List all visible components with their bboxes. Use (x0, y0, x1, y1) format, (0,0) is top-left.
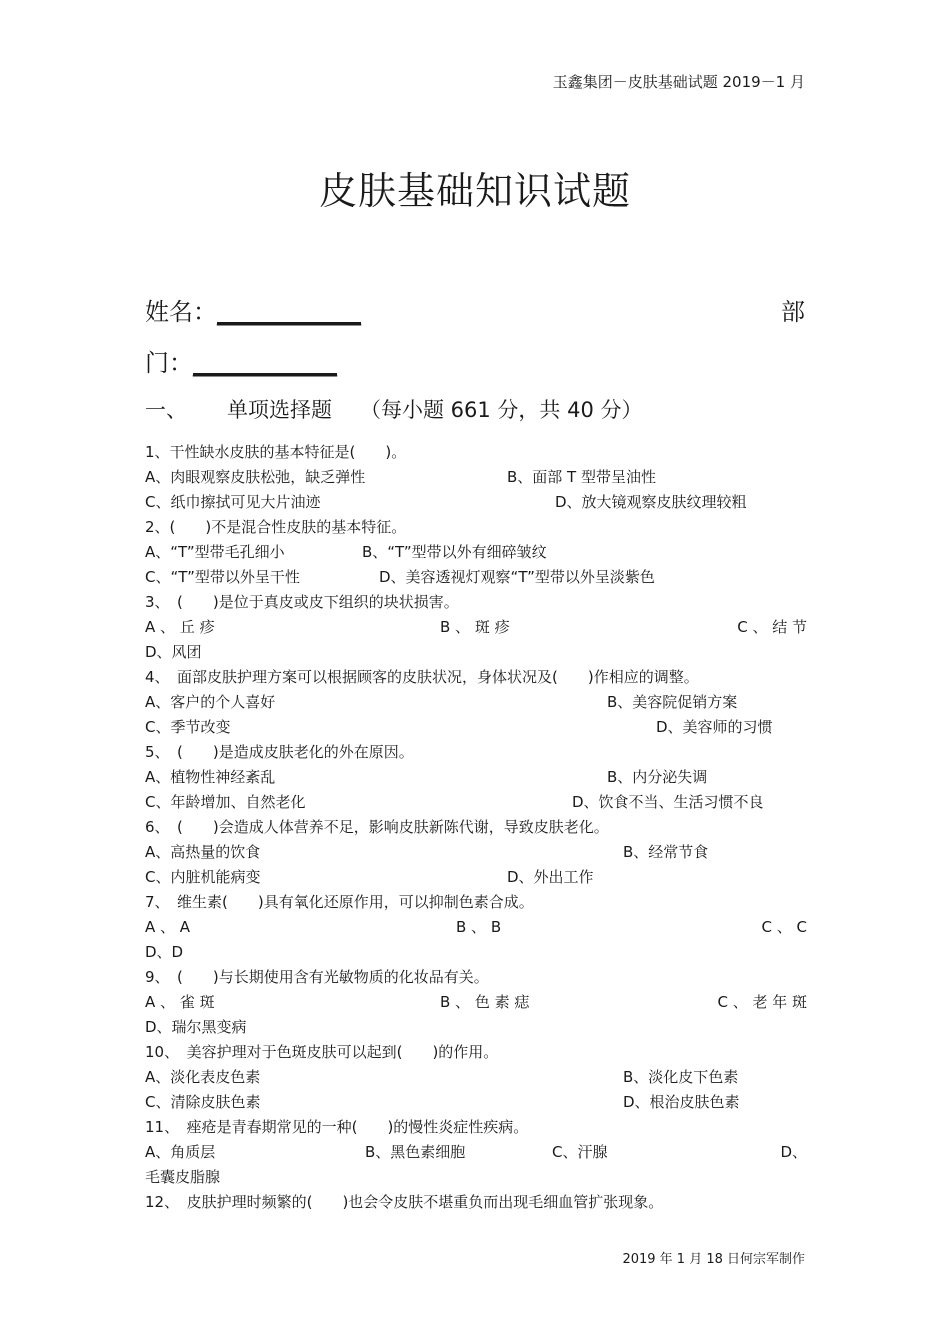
option-d: D、饮食不当、生活习惯不良 (572, 793, 764, 811)
option-d: D、放大镜观察皮肤纹理较粗 (555, 493, 747, 511)
question-text: 2、( )不是混合性皮肤的基本特征。 (145, 518, 407, 536)
question-text: 4、 面部皮肤护理方案可以根据顾客的皮肤状况，身体状况及( )作相应的调整。 (145, 668, 699, 686)
page-header: 玉鑫集团－皮肤基础试题 2019－1 月 (552, 73, 805, 91)
question-text: 7、 维生素( )具有氧化还原作用，可以抑制色素合成。 (145, 893, 534, 911)
options-row (145, 465, 807, 490)
question-stem (145, 1115, 807, 1140)
options-row (145, 990, 807, 1015)
question-list (145, 440, 807, 1215)
question-stem (145, 815, 807, 840)
option-a: A 、 雀 斑 (145, 993, 215, 1011)
question-stem (145, 965, 807, 990)
option-c: C、纸巾擦拭可见大片油迹 (145, 493, 321, 511)
option-d: D、风团 (145, 643, 202, 661)
option-a: A 、 A (145, 918, 191, 936)
question-stem (145, 740, 807, 765)
option-d: D、外出工作 (507, 868, 594, 886)
option-d: D、美容师的习惯 (656, 718, 773, 736)
option-b: B、面部 T 型带呈油性 (507, 468, 656, 486)
option-c: C、内脏机能病变 (145, 868, 261, 886)
question-text: 9、 ( )与长期使用含有光敏物质的化妆品有关。 (145, 968, 489, 986)
name-label: 姓名： (145, 298, 217, 326)
options-row (145, 1065, 807, 1090)
option-c: C、清除皮肤色素 (145, 1093, 261, 1111)
options-row (145, 865, 807, 890)
question-text: 12、 皮肤护理时频繁的( )也会令皮肤不堪重负而出现毛细血管扩张现象。 (145, 1193, 664, 1211)
options-row (145, 940, 807, 965)
option-a: A、高热量的饮食 (145, 843, 261, 861)
option-c: C 、 C (761, 918, 807, 936)
options-row (145, 1090, 807, 1115)
page-title: 皮肤基础知识试题 (318, 169, 631, 213)
option-c: C、“T”型带以外呈干性 (145, 568, 300, 586)
options-row (145, 915, 807, 940)
option-c: C、季节改变 (145, 718, 231, 736)
option-b: B 、 B (456, 918, 502, 936)
option-b: B、“T”型带以外有细碎皱纹 (362, 543, 547, 561)
option-a: A、植物性神经紊乱 (145, 768, 276, 786)
option-b: B、内分泌失调 (607, 768, 708, 786)
question-stem (145, 890, 807, 915)
section-number: 一、 (145, 398, 187, 422)
dept-field-row (145, 343, 805, 378)
dept-blank: ____________ (193, 349, 337, 377)
option-d: D、瑞尔黑变病 (145, 1018, 247, 1036)
options-row (145, 1140, 807, 1165)
name-blank: ____________ (217, 298, 361, 326)
options-row (145, 540, 807, 565)
options-row (145, 1165, 807, 1190)
options-row (145, 840, 807, 865)
dept-label-part2: 门： (145, 349, 193, 377)
name-field-row (145, 292, 805, 327)
question-text: 6、 ( )会造成人体营养不足，影响皮肤新陈代谢，导致皮肤老化。 (145, 818, 609, 836)
options-row (145, 615, 807, 640)
option-a: A、客户的个人喜好 (145, 693, 276, 711)
question-text: 3、 ( )是位于真皮或皮下组织的块状损害。 (145, 593, 459, 611)
option-c: C 、 老 年 斑 (717, 993, 807, 1011)
option-d: D、美容透视灯观察“T”型带以外呈淡紫色 (379, 568, 655, 586)
option-d-continued: 毛囊皮脂腺 (145, 1168, 221, 1186)
option-c: C 、 结 节 (737, 618, 807, 636)
option-b: B、经常节食 (623, 843, 709, 861)
question-stem (145, 665, 807, 690)
options-row (145, 490, 807, 515)
options-row (145, 765, 807, 790)
question-stem (145, 590, 807, 615)
question-stem (145, 1040, 807, 1065)
question-text: 11、 痤疮是青春期常见的一种( )的慢性炎症性疾病。 (145, 1118, 529, 1136)
question-stem (145, 1190, 807, 1215)
option-d: D、D (145, 943, 184, 961)
options-row (145, 1015, 807, 1040)
section-note: （每小题 661 分，共 40 分） (360, 398, 643, 422)
option-a: A、角质层 (145, 1143, 216, 1161)
option-c: C、年龄增加、自然老化 (145, 793, 306, 811)
options-row (145, 640, 807, 665)
option-c: C、汗腺 (552, 1143, 608, 1161)
dept-label-part1: 部 (781, 298, 805, 326)
options-row (145, 565, 807, 590)
options-row (145, 690, 807, 715)
option-a: A、淡化表皮色素 (145, 1068, 261, 1086)
question-stem (145, 515, 807, 540)
option-b: B 、 色 素 痣 (440, 993, 530, 1011)
option-b: B、淡化皮下色素 (623, 1068, 739, 1086)
question-stem (145, 440, 807, 465)
option-b: B 、 斑 疹 (440, 618, 510, 636)
option-d: D、根治皮肤色素 (623, 1093, 740, 1111)
option-a: A、肉眼观察皮肤松弛，缺乏弹性 (145, 468, 366, 486)
section-name: 单项选择题 (227, 398, 332, 422)
option-d: D、 (780, 1143, 807, 1161)
question-text: 1、干性缺水皮肤的基本特征是( )。 (145, 443, 407, 461)
option-b: B、美容院促销方案 (607, 693, 738, 711)
options-row (145, 790, 807, 815)
question-text: 10、 美容护理对于色斑皮肤可以起到( )的作用。 (145, 1043, 499, 1061)
options-row (145, 715, 807, 740)
section-heading (145, 394, 643, 424)
page-footer: 2019 年 1 月 18 日何宗军制作 (622, 1252, 805, 1267)
question-text: 5、 ( )是造成皮肤老化的外在原因。 (145, 743, 414, 761)
option-b: B、黑色素细胞 (365, 1143, 466, 1161)
option-a: A 、 丘 疹 (145, 618, 215, 636)
option-a: A、“T”型带毛孔细小 (145, 543, 285, 561)
